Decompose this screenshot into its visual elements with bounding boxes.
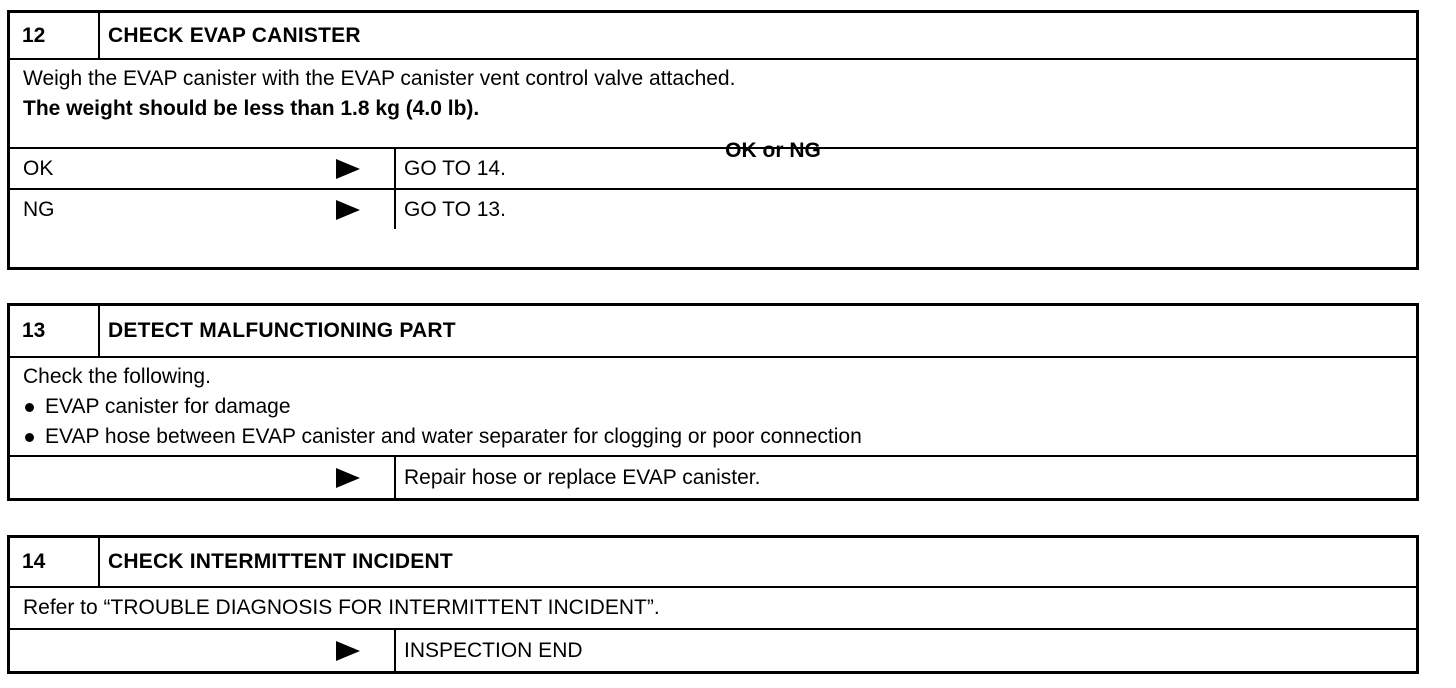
result-row-ng (10, 188, 1416, 229)
step-14 (7, 535, 1419, 674)
step-number: 14 (10, 538, 100, 586)
instruction-text: Refer to “TROUBLE DIAGNOSIS FOR INTERMITTENT INCIDENT”. (23, 596, 660, 619)
play-arrow-icon (336, 159, 360, 179)
result-label: NG (23, 197, 55, 221)
bullet-item (23, 392, 1403, 422)
step-number: 12 (10, 13, 100, 58)
step-13 (7, 303, 1419, 501)
result-row (10, 628, 1416, 671)
bullet-text: EVAP canister for damage (45, 395, 291, 418)
step-header (10, 306, 1416, 356)
result-label: OK (23, 156, 54, 180)
step-number: 13 (10, 306, 100, 356)
result-action: Repair hose or replace EVAP canister. (404, 465, 761, 489)
play-arrow-icon (336, 641, 360, 661)
step-12 (7, 10, 1419, 270)
step-title: DETECT MALFUNCTIONING PART (108, 319, 456, 342)
step-header (10, 13, 1416, 58)
bullet-dot-icon (25, 403, 34, 412)
bullet-item (23, 422, 1403, 452)
instruction-bold-text: The weight should be less than 1.8 kg (4.0 lb). (23, 97, 480, 120)
step-body (10, 586, 1416, 628)
result-action: GO TO 14. (404, 156, 506, 180)
result-action: GO TO 13. (404, 197, 506, 221)
step-title: CHECK EVAP CANISTER (108, 23, 361, 47)
instruction-text: Weigh the EVAP canister with the EVAP canister vent control valve attached. (23, 67, 736, 90)
step-body (10, 58, 1416, 162)
result-row-ok (10, 147, 1416, 188)
result-action: INSPECTION END (404, 638, 583, 662)
instruction-text: Check the following. (23, 365, 211, 388)
result-row (10, 455, 1416, 498)
play-arrow-icon (336, 468, 360, 488)
step-body (10, 356, 1416, 455)
step-header (10, 538, 1416, 586)
step-title: CHECK INTERMITTENT INCIDENT (108, 550, 453, 573)
result-header: OK or NG (725, 139, 821, 162)
bullet-dot-icon (25, 433, 34, 442)
bullet-text: EVAP hose between EVAP canister and water separater for clogging or poor connection (45, 425, 862, 448)
play-arrow-icon (336, 200, 360, 220)
